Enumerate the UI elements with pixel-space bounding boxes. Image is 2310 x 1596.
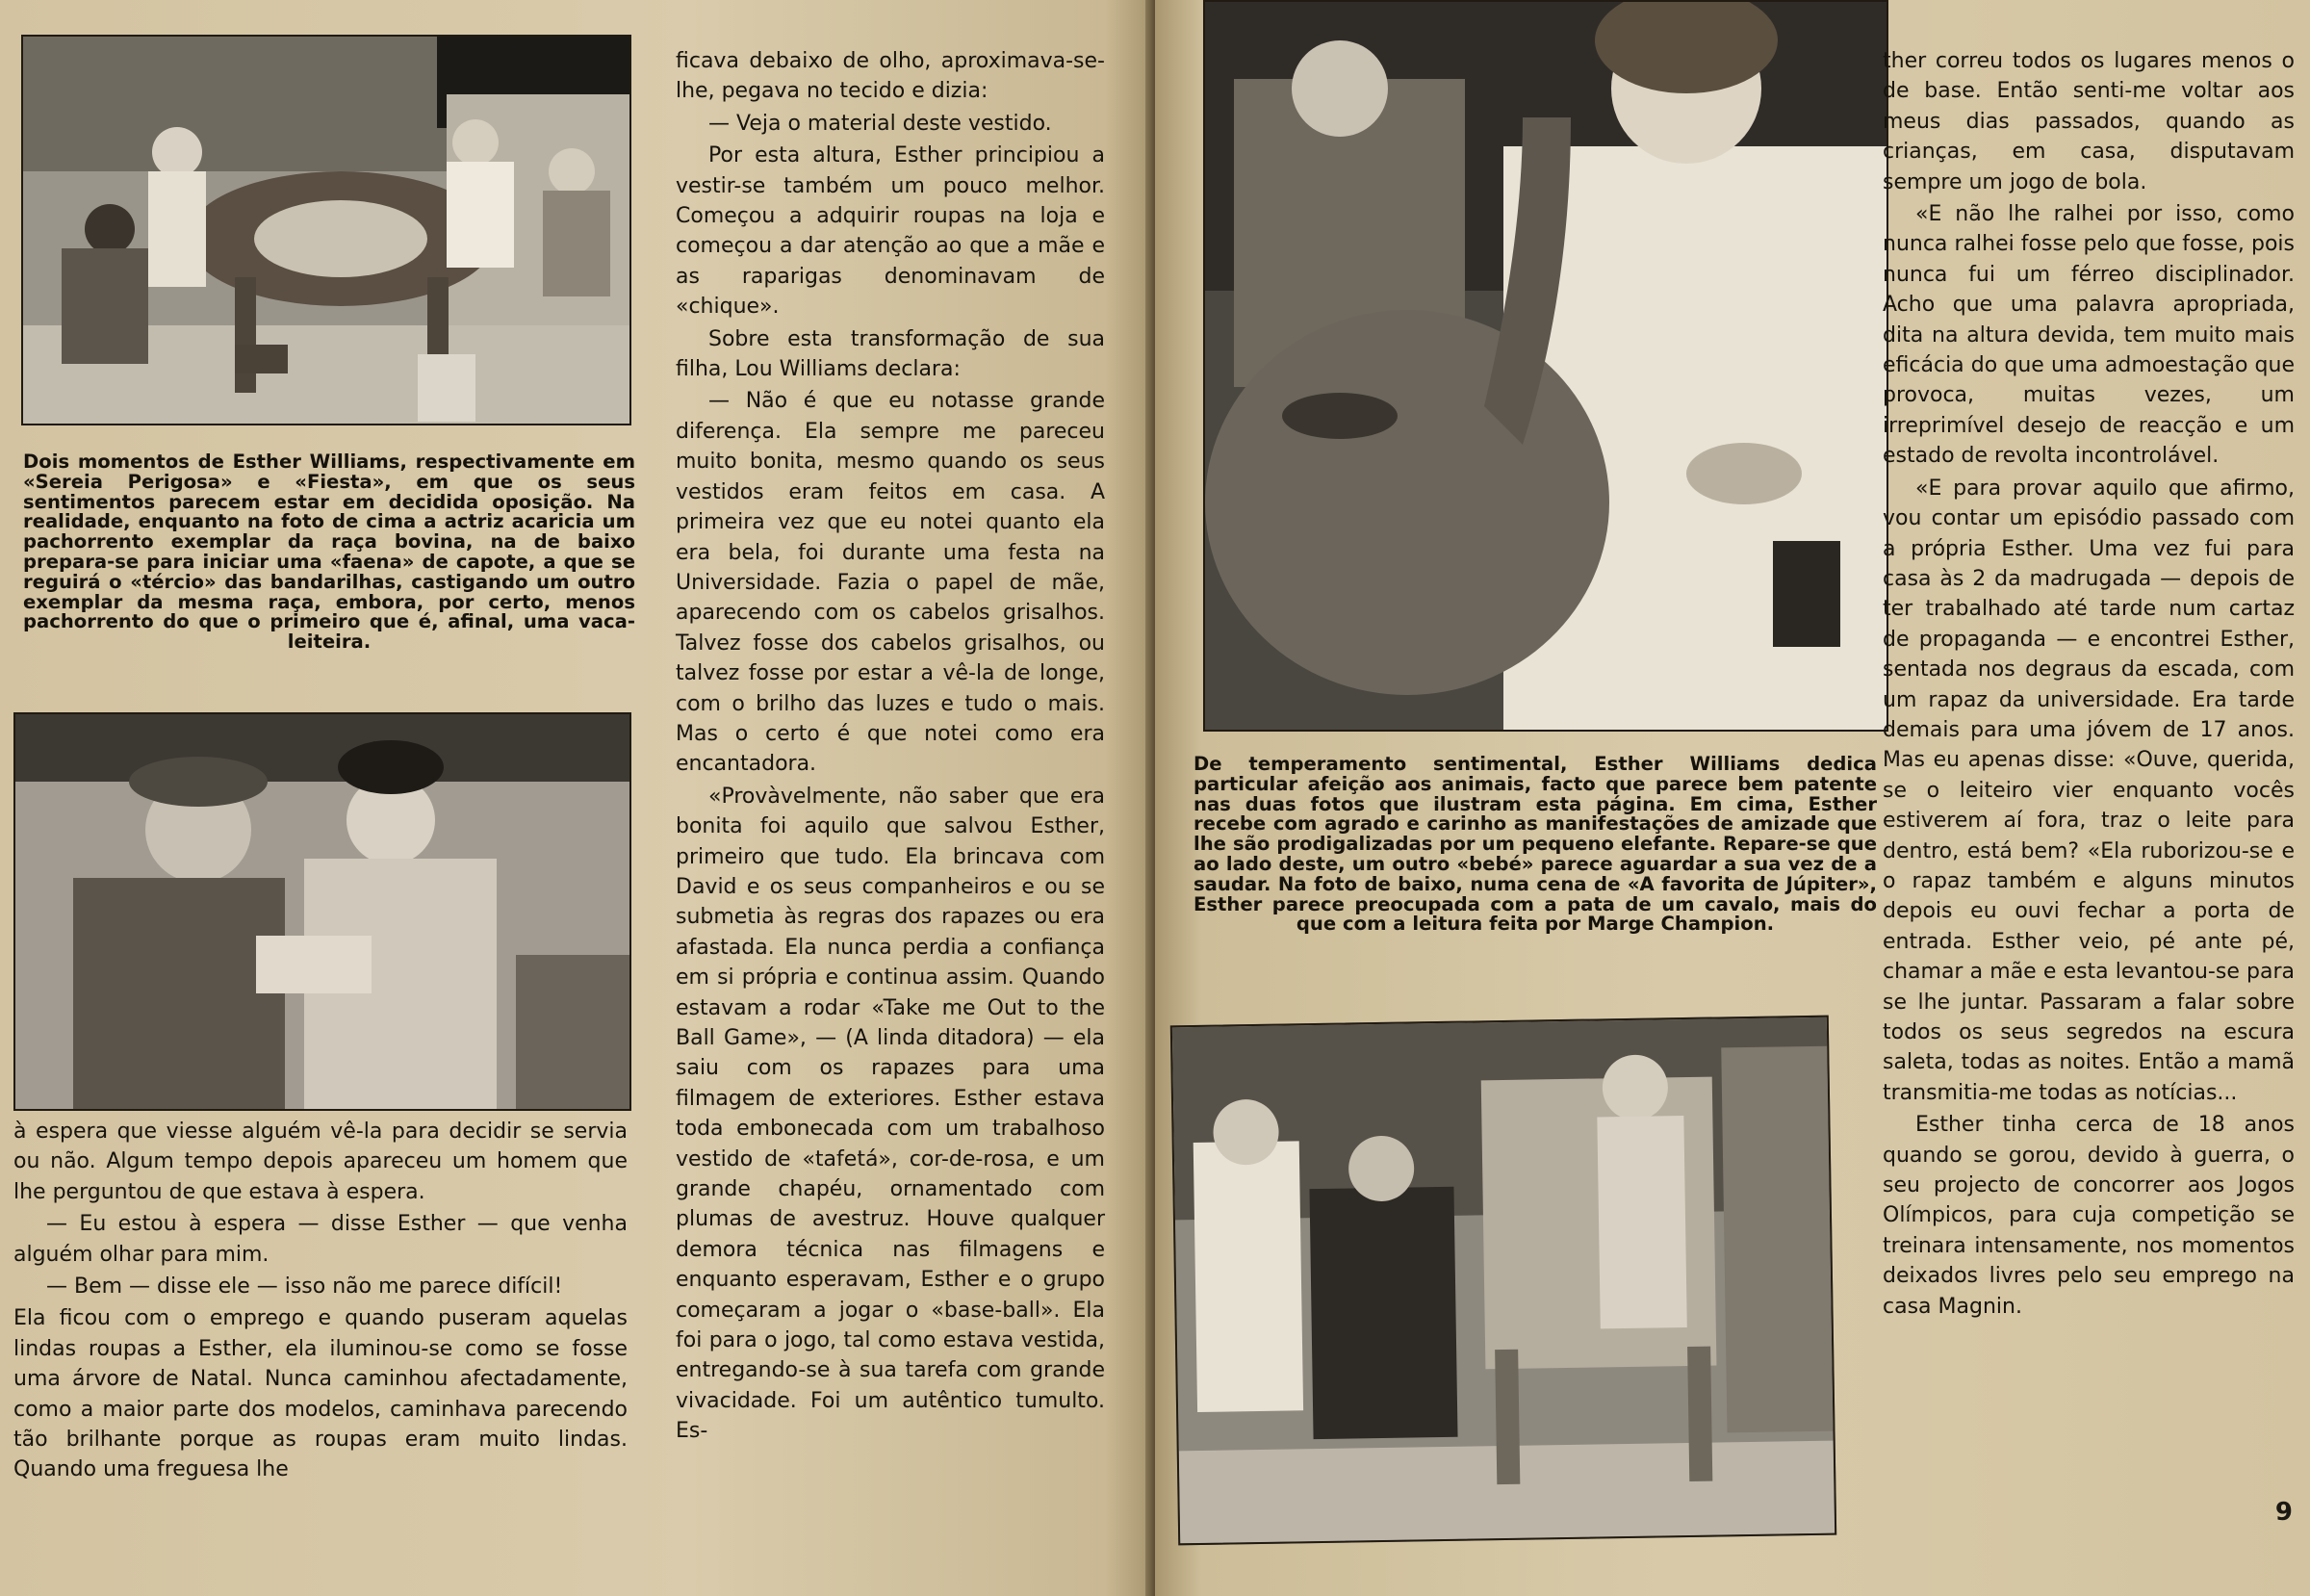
page-number: 9 (2274, 1498, 2293, 1527)
paragraph: «Provàvelmente, não saber que era bonita foi aquilo que salvou Esther, primeiro que tudo. Ela brincava com David e os seus companheiros e ou se submetia às regras dos rapazes ou era afastada. Ela nunca perdia a confiança em si própria e continua assim. Quando estavam a rodar «Take me Out to the Ball Game», — (A linda ditadora) — ela saiu com os rapazes para uma filmagem de exteriores. Esther estava toda embonecada com um trabalhoso vestido de «tafetá», cor-de-rosa, e um grande chapéu, ornamentado com plumas de avestruz. Houve qualquer demora técnica nas filmagens e enquanto esperavam, Esther e o grupo começaram a jogar o «base-ball». Ela foi para o jogo, tal como estava vestida, entregando-se à sua tarefa com grande vivacidade. Foi um autêntico tumulto. Es- (676, 784, 1105, 1444)
paragraph: — Eu estou à espera — disse Esther — que venha alguém olhar para mim. (13, 1212, 628, 1267)
paragraph: Ela ficou com o emprego e quando puseram aquelas lindas roupas a Esther, ela iluminou-se como se fosse uma árvore de Natal. Nunca caminhou afectadamente, como a maior parte dos modelos, caminhava parecendo tão brilhante porque as roupas eram muito lindas. Quando uma freguesa lhe (13, 1306, 628, 1482)
left-page (0, 0, 1151, 1596)
caption-top-photos: Dois momentos de Esther Williams, respectivamente em «Sereia Perigosa» e «Fiesta», em que os seus sentimentos parecem estar em decidida oposição. Na realidade, enquanto na foto de cima a actriz acaricia um pachorrento exemplar da raça bovina, na de baixo prepara-se para iniciar uma «faena» de capote, a que se reguirá o «tércio» das bandarilhas, castigando um outro exemplar da mesma raça, embora, por certo, menos pachorrento do que o primeiro que é, afinal, uma vaca-leiteira. (23, 450, 635, 654)
paragraph: — Não é que eu notasse grande diferença. Ela sempre me pareceu muito bonita, mesmo quando os seus vestidos eram feitos em casa. A primeira vez que eu notei quanto ela era bela, foi durante uma festa na Universidade. Fazia o papel de mãe, aparecendo com os cabelos grisalhos. Talvez fosse dos cabelos grisalhos, ou talvez fosse por estar a vê-la de longe, com o brilho das luzes e tudo o mais. Mas o certo é que notei como era encantadora. (676, 389, 1105, 777)
paragraph: ther correu todos os lugares menos o de base. Então senti-me voltar aos meus dias passados, quando as crianças, em casa, disputavam sempre um jogo de bola. (1883, 49, 2295, 194)
paragraph: ficava debaixo de olho, aproximava-se-lhe, pegava no tecido e dizia: (676, 49, 1105, 104)
caption-right-photos: De temperamento sentimental, Esther Williams dedica particular afeição aos animais, facto que parece bem patente nas duas fotos que ilustram esta página. Em cima, Esther recebe com agrado e carinho as manifestações de amizade que lhe são prodigalizadas por um pequeno elefante. Repare-se que ao lado deste, um outro «bebé» parece aguardar a sua vez de a saudar. Na foto de baixo, numa cena de «A favorita de Júpiter», Esther parece preocupada com a pata de um cavalo, mais do que com a leitura feita por Marge Champion. (1194, 753, 1877, 936)
photo-bullfighter-scene (13, 712, 631, 1111)
paragraph: Por esta altura, Esther principiou a vestir-se também um pouco melhor. Começou a adquirir roupas na loja e começou a dar atenção ao que a mãe e as raparigas denominavam de «chique». (676, 143, 1105, 320)
photo-horse-scene (1170, 1016, 1836, 1546)
paragraph: Sobre esta transformação de sua filha, Lou Williams declara: (676, 326, 1105, 382)
photo-cow-milking (21, 35, 631, 425)
paragraph: Esther tinha cerca de 18 anos quando se gorou, devido à guerra, o seu projecto de concorrer aos Jogos Olímpicos, para cuja competição se treinara intensamente, nos momentos deixados livres pelo seu emprego na casa Magnin. (1883, 1113, 2295, 1319)
paragraph: — Veja o material deste vestido. (708, 111, 1052, 136)
article-column-2 (676, 46, 1105, 1449)
photo-elephant (1203, 0, 1888, 732)
paragraph: «E para provar aquilo que afirmo, vou contar um episódio passado com a própria Esther. Uma vez fui para casa às 2 da madrugada — depois de ter trabalhado até tarde num cartaz de propaganda — e encontrei Esther, sentada nos degraus da escada, com um rapaz da universidade. Era tarde demais para uma jóvem de 17 anos. Mas eu apenas disse: «Ouve, querida, se o leiteiro vier enquanto vocês estiverem aí fora, traz o leite para dentro, está bem? «Ela ruborizou-se e o rapaz também e alguns minutos depois eu ouvi fechar a porta de entrada. Esther veio, pé ante pé, chamar a mãe e esta levantou-se para se lhe juntar. Passaram a falar sobre todos os seus segredos na escura saleta, todas as noites. Então a mamã transmitia-me todas as notícias... (1883, 476, 2295, 1105)
paragraph: à espera que viesse alguém vê-la para decidir se servia ou não. Algum tempo depois apareceu um homem que lhe perguntou de que estava à espera. (13, 1120, 628, 1204)
right-page (1155, 0, 2310, 1596)
paragraph: — Bem — disse ele — isso não me parece difícil! (46, 1274, 563, 1300)
paragraph: «E não lhe ralhei por isso, como nunca ralhei fosse pelo que fosse, pois nunca fui um férreo disciplinador. Acho que uma palavra apropriada, dita na altura devida, tem muito mais eficácia do que uma admoestação que provoca, muitas vezes, um irreprimível desejo de reacção e um estado de revolta incontrolável. (1883, 202, 2295, 469)
article-column-3 (1883, 46, 2295, 1324)
article-column-1 (13, 1117, 628, 1487)
